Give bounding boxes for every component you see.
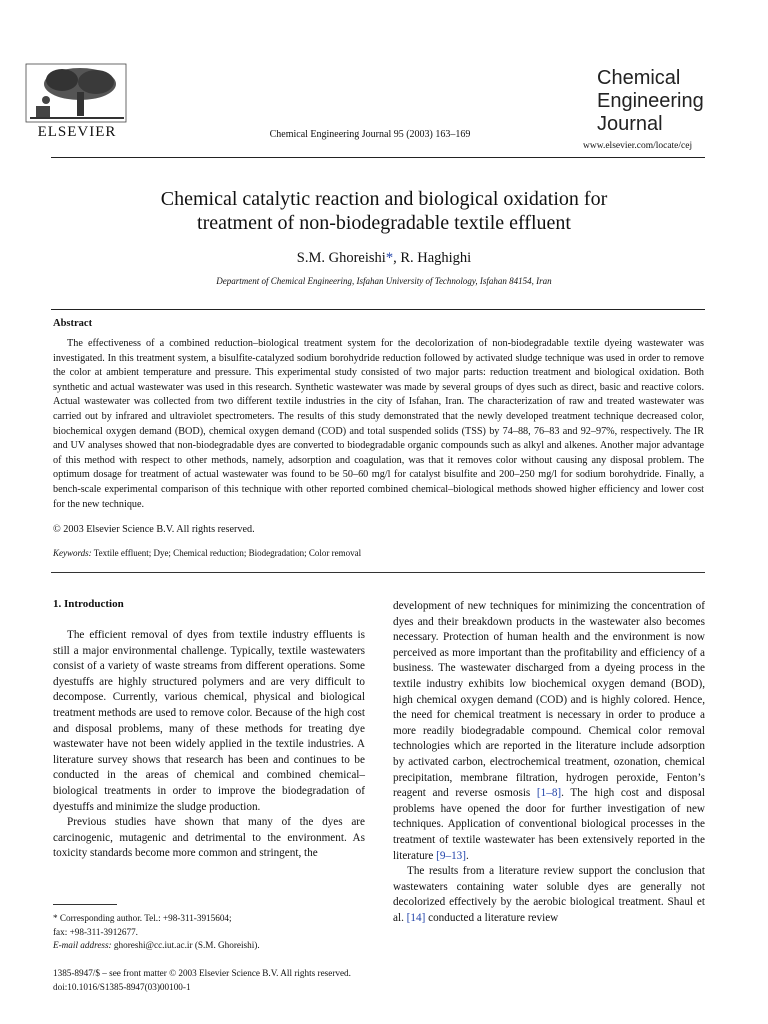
citation-link[interactable]: [1–8] <box>536 787 562 800</box>
citation-link[interactable]: [9–13] <box>436 849 466 862</box>
abstract-copyright: © 2003 Elsevier Science B.V. All rights reserved. <box>53 524 255 535</box>
journal-title-line: Engineering <box>597 90 704 112</box>
section-heading-introduction: 1. Introduction <box>53 598 124 610</box>
journal-title-line: Journal <box>597 113 663 135</box>
citation-link[interactable]: [14] <box>406 911 426 924</box>
abstract-top-rule <box>51 309 705 310</box>
paragraph-text: . <box>466 849 469 862</box>
title-line: Chemical catalytic reaction and biological oxidation for <box>160 188 608 210</box>
keywords-list: Textile effluent; Dye; Chemical reduction; Biodegradation; Color removal <box>91 548 362 558</box>
corresponding-author-link[interactable]: * <box>385 250 394 266</box>
abstract-body: The effectiveness of a combined reduction–biological treatment system for the decolorization of non-biodegradable textile dyeing wastewater was investigated. In this treatment system, a bisulfite-catalyzed sodium borohydride reduction followed by activated sludge technique was used in order to remove the color at ambient temperature and pressure. This experimental study consisted of two major parts: reduction treatment and biological oxidation. Both synthetic and actual wastewater was used in this research. Synthetic wastewater was made by several groups of dyes such as direct, basic and reactive colors. Actual wastewater was collected from two different textile industries in the city of Isfahan, Iran. The characterization of raw and treated wastewater was carried out by infrared and ultraviolet spectrometers. The results of this study demonstrated that the newly developed treatment technique decreased color, biochemical oxygen demand (BOD), chemical oxygen demand (COD) and total suspended solids (TSS) by 74–88, 76–83 and 92–97%, respectively. The IR and UV analyses showed that non-biodegradable dyes are converted to biodegradable organic compounds such as alkyl and alkenes. Another major advantage of this method with respect to other methods, namely, adsorption and coagulation, was that it removes color without causing any disposal problem. The optimum dosage for treatment of actual wastewater was found to be 50–60 mg/l for catalyst bisulfite and 200–250 mg/l for sodium borohydride. Finally, a bench-scale experimental comparison of this technique with other reported combined chemical–biological methods showed higher efficiency and lower cost for the new technique. <box>53 338 704 510</box>
paragraph <box>393 599 705 864</box>
author-name: R. Haghighi <box>400 250 472 266</box>
author-separator: , <box>393 250 401 266</box>
email-address[interactable]: ghoreshi@cc.iut.ac.ir (S.M. Ghoreishi). <box>111 940 260 950</box>
abstract-bottom-rule <box>51 572 705 573</box>
paragraph-text: conducted a literature review <box>425 911 559 924</box>
tree-logo-icon <box>22 62 132 126</box>
footnote <box>53 912 365 953</box>
paragraph-text: . The high cost and disposal problems have opened the door for further investigation of new techniques. Application of conventional biological processes in the treatment of textile wastewater has been extensively reported in the literature <box>393 787 705 862</box>
journal-url[interactable]: www.elsevier.com/locate/cej <box>583 141 693 151</box>
footnote-line: * Corresponding author. Tel.: +98-311-3915604; <box>53 913 232 923</box>
journal-citation: Chemical Engineering Journal 95 (2003) 163–169 <box>269 129 471 140</box>
affiliation: Department of Chemical Engineering, Isfahan University of Technology, Isfahan 84154, Iran <box>216 276 552 286</box>
issn-line: 1385-8947/$ – see front matter © 2003 Elsevier Science B.V. All rights reserved. <box>53 968 351 978</box>
paragraph-text: development of new techniques for minimizing the concentration of dyes and their breakdown products in the wastewater also becomes necessary. Protection of human health and the environment is now perceived as more important than the profitability and efficiency of a business. The wastewater discharged from a dyeing process in the textile industry exhibits low biochemical oxygen demand (BOD), high chemical oxygen demand (COD) and is highly colored. Hence, the need for chemical treatment is necessary in order to produce a more readily biodegradable compound. Chemical color removal technologies which are reported in the literature include adsorption by activated carbon, electrochemical treatment, ozonation, chemical precipitation, membrane filtration, hydrogen peroxide, Fenton’s reagent and reverse osmosis <box>393 600 705 800</box>
right-column <box>393 599 705 926</box>
abstract-heading: Abstract <box>53 318 93 329</box>
doi-line: doi:10.1016/S1385-8947(03)00100-1 <box>53 981 191 992</box>
footnote-email <box>53 939 365 953</box>
header-rule <box>51 157 705 158</box>
article-title <box>60 187 708 235</box>
journal-title <box>597 67 704 136</box>
footnote-line: fax: +98-311-3912677. <box>53 926 138 937</box>
keywords <box>53 548 361 558</box>
publisher-name: ELSEVIER <box>37 124 117 140</box>
title-line: treatment of non-biodegradable textile effluent <box>197 212 571 234</box>
journal-title-line: Chemical <box>597 67 681 89</box>
paragraph: Previous studies have shown that many of the dyes are carcinogenic, mutagenic and detrimental to the environment. As toxicity standards become more common and stringent, the <box>53 816 365 860</box>
front-matter-info <box>53 967 351 994</box>
paragraph-text: The results from a literature review support the conclusion that wastewaters containing water soluble dyes are generally not decolorized effectively by the aerobic biological treatment. Shaul et al. <box>393 865 705 924</box>
author-name: S.M. Ghoreishi <box>296 250 386 266</box>
paragraph <box>393 864 705 926</box>
author-list <box>60 250 708 267</box>
keywords-label: Keywords: <box>53 548 92 558</box>
paragraph: The efficient removal of dyes from textile industry effluents is still a major environmental challenge. Typically, textile wastewaters consist of a variety of waste streams from different operations. Some dyestuffs are highly structured polymers and are very difficult to decompose. Currently, various chemical, physical and biological treatment methods are used to remove color. Because of the high cost and disposal problems, many of these methods for treating dye wastewater have not been widely applied in the textile industries. A literature survey shows that research has been and continues to be conducted in the areas of chemical and combined chemical–biological treatments in order to improve the biodegradation of dyestuffs and minimize the sludge production. <box>53 629 365 813</box>
footnote-rule <box>53 904 117 905</box>
email-label: E-mail address: <box>53 940 112 950</box>
left-column <box>53 628 365 862</box>
